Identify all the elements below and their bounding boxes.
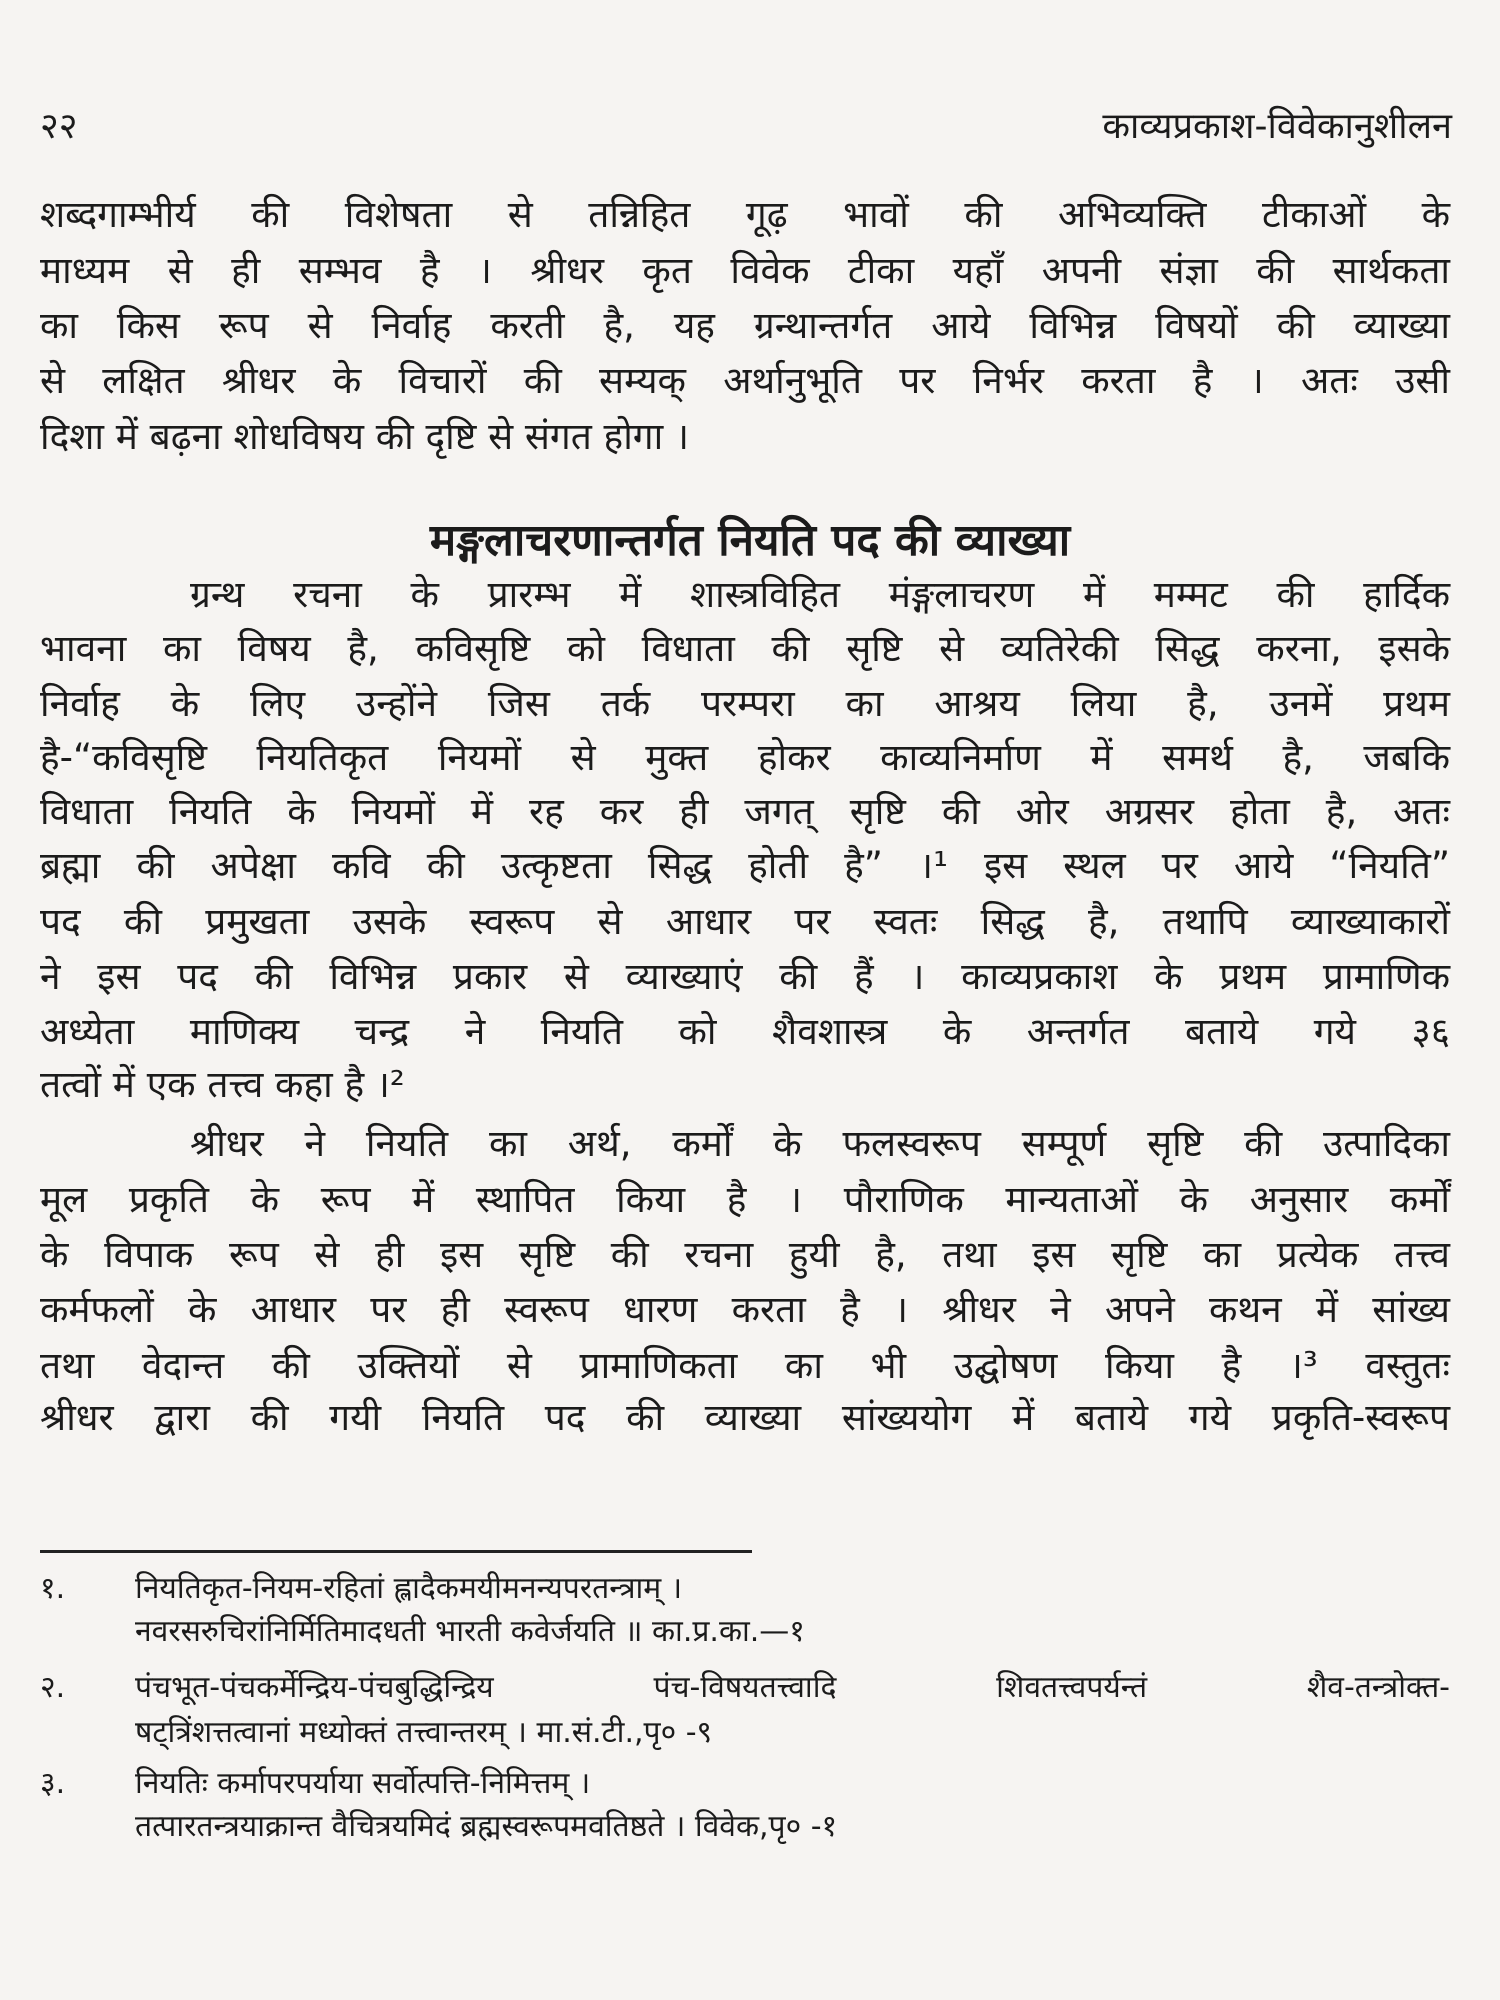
intro-paragraph-line: का किस रूप से निर्वाह करती है, यह ग्रन्थान्तर्गत आये विभिन्न विषयों की व्याख्या bbox=[40, 304, 1450, 347]
footnote-number: २. bbox=[40, 1670, 66, 1705]
intro-paragraph-line: से लक्षित श्रीधर के विचारों की सम्यक् अर्थानुभूति पर निर्भर करता है । अतः उसी bbox=[40, 359, 1450, 402]
paragraph-line: के विपाक रूप से ही इस सृष्टि की रचना हुयी है, तथा इस सृष्टि का प्रत्येक तत्त्व bbox=[40, 1233, 1450, 1276]
paragraph-line: कर्मफलों के आधार पर ही स्वरूप धारण करता है । श्रीधर ने अपने कथन में सांख्य bbox=[40, 1288, 1450, 1331]
paragraph-line: मूल प्रकृति के रूप में स्थापित किया है । पौराणिक मान्यताओं के अनुसार कर्मों bbox=[40, 1178, 1450, 1221]
footnote-text: नियतिः कर्मापरपर्याया सर्वोत्पत्ति-निमित्तम् । bbox=[135, 1766, 591, 1801]
section-heading: मङ्गलाचरणान्तर्गत नियति पद की व्याख्या bbox=[429, 515, 1071, 566]
paragraph-line: श्रीधर ने नियति का अर्थ, कर्मों के फलस्वरूप सम्पूर्ण सृष्टि की उत्पादिका bbox=[190, 1122, 1450, 1165]
paragraph-line: अध्येता माणिक्य चन्द्र ने नियति को शैवशास्त्र के अन्तर्गत बताये गये ३६ bbox=[40, 1010, 1450, 1053]
running-head: काव्यप्रकाश-विवेकानुशीलन bbox=[1102, 106, 1452, 147]
intro-paragraph-line: दिशा में बढ़ना शोधविषय की दृष्टि से संगत होगा । bbox=[40, 415, 689, 458]
paragraph-line: भावना का विषय है, कविसृष्टि को विधाता की सृष्टि से व्यतिरेकी सिद्ध करना, इसके bbox=[40, 627, 1450, 670]
paragraph-line: ब्रह्मा की अपेक्षा कवि की उत्कृष्टता सिद्ध होती है” ।¹ इस स्थल पर आये “नियति” bbox=[40, 844, 1450, 887]
paragraph-line: ने इस पद की विभिन्न प्रकार से व्याख्याएं की हैं । काव्यप्रकाश के प्रथम प्रामाणिक bbox=[40, 955, 1450, 998]
paragraph-line: निर्वाह के लिए उन्होंने जिस तर्क परम्परा का आश्रय लिया है, उनमें प्रथम bbox=[40, 682, 1450, 725]
paragraph-line: तथा वेदान्त की उक्तियों से प्रामाणिकता का भी उद्घोषण किया है ।³ वस्तुतः bbox=[40, 1344, 1450, 1387]
paragraph-line: श्रीधर द्वारा की गयी नियति पद की व्याख्या सांख्ययोग में बताये गये प्रकृति-स्वरूप bbox=[40, 1396, 1450, 1439]
paragraph-line: पद की प्रमुखता उसके स्वरूप से आधार पर स्वतः सिद्ध है, तथापि व्याख्याकारों bbox=[40, 900, 1450, 943]
page-number: २२ bbox=[40, 106, 78, 147]
footnote-text: तत्पारतन्त्रयाक्रान्त वैचित्रयमिदं ब्रह्मस्वरूपमवतिष्ठते । विवेक,पृ० -१ bbox=[135, 1809, 838, 1844]
intro-paragraph-line: माध्यम से ही सम्भव है । श्रीधर कृत विवेक टीका यहाँ अपनी संज्ञा की सार्थकता bbox=[40, 249, 1450, 292]
paragraph-line: विधाता नियति के नियमों में रह कर ही जगत् सृष्टि की ओर अग्रसर होता है, अतः bbox=[40, 790, 1450, 833]
footnote-text: षट्त्रिंशत्तत्वानां मध्योक्तं तत्त्वान्तरम् । मा.सं.टी.,पृ० -९ bbox=[135, 1715, 713, 1750]
paragraph-line: ग्रन्थ रचना के प्रारम्भ में शास्त्रविहित मंङ्गलाचरण में मम्मट की हार्दिक bbox=[190, 573, 1450, 616]
footnote-text: पंचभूत-पंचकर्मेन्द्रिय-पंचबुद्धिन्द्रिय पंच-विषयतत्त्वादि शिवतत्त्वपर्यन्तं शैव-तन्त्रोक्त- bbox=[135, 1670, 1450, 1705]
footnote-text: नवरसरुचिरांनिर्मितिमादधती भारती कवेर्जयति ॥ का.प्र.का.—१ bbox=[135, 1614, 805, 1649]
intro-paragraph-line: शब्दगाम्भीर्य की विशेषता से तन्निहित गूढ़ भावों की अभिव्यक्ति टीकाओं के bbox=[40, 193, 1450, 236]
paragraph-line: तत्वों में एक तत्त्व कहा है ।² bbox=[40, 1063, 405, 1106]
footnote-number: १. bbox=[40, 1571, 66, 1606]
footnote-text: नियतिकृत-नियम-रहितां ह्लादैकमयीमनन्यपरतन्त्राम् । bbox=[135, 1571, 683, 1606]
paragraph-line: है-“कविसृष्टि नियतिकृत नियमों से मुक्त होकर काव्यनिर्माण में समर्थ है, जबकि bbox=[40, 736, 1450, 779]
footnote-divider bbox=[40, 1550, 752, 1553]
footnote-number: ३. bbox=[40, 1766, 66, 1801]
